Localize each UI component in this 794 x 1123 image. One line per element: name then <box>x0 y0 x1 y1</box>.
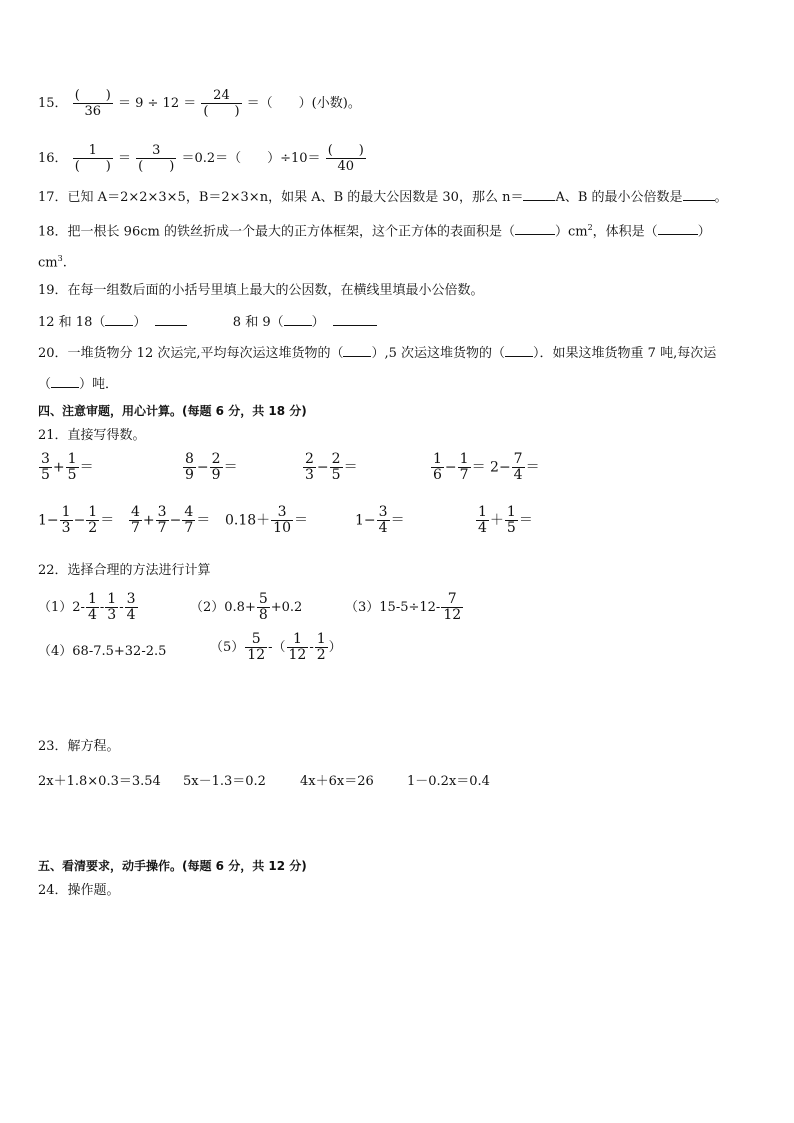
fraction <box>73 88 113 119</box>
problem-label: （2）0.8+ <box>190 600 256 615</box>
problem-label: （5） <box>210 640 245 655</box>
calc-item <box>182 452 238 483</box>
question-16 <box>38 143 367 174</box>
calc-item <box>38 505 114 536</box>
question-text: ） <box>697 224 711 240</box>
numerator: 3 <box>41 451 50 467</box>
numerator: 1 <box>61 504 71 520</box>
expression-prefix: 0.18＋ <box>225 512 271 529</box>
fraction <box>326 143 366 174</box>
group-text: 12 和 18（ <box>38 315 106 330</box>
equals-sign: ＝ <box>196 512 211 529</box>
denominator: 4 <box>478 520 487 536</box>
numerator: 1 <box>287 632 309 648</box>
question-text: ）,5 次运这堆货物的（ <box>371 346 506 361</box>
answer-blank[interactable] <box>333 314 377 326</box>
calc-item <box>225 505 308 536</box>
question-text: ）吨． <box>79 377 119 392</box>
numerator: 1 <box>88 504 98 520</box>
question-21-title: 21．直接写得数。 <box>38 428 146 443</box>
question-17 <box>38 189 728 206</box>
denominator: 4 <box>87 607 97 623</box>
denominator: 7 <box>131 520 140 536</box>
denominator: 4 <box>378 520 388 536</box>
denominator: 8 <box>258 607 268 623</box>
equation-1: 2x＋1.8×0.3＝3.54 <box>38 774 161 789</box>
problem-label: （3）15-5÷12- <box>345 600 441 615</box>
numerator: 3 <box>126 591 136 607</box>
denominator: 9 <box>185 467 194 483</box>
superscript: 3 <box>57 254 63 263</box>
numerator: 1 <box>107 591 117 607</box>
calc-problem-5 <box>210 632 342 663</box>
operator: − <box>316 459 329 476</box>
group-text: 8 和 9（ <box>232 315 284 330</box>
numerator: 2 <box>331 451 341 467</box>
denominator: 12 <box>443 607 462 623</box>
numerator: 1 <box>87 591 97 607</box>
operator: − <box>444 459 457 476</box>
group-text: ） <box>311 315 325 330</box>
numerator: 3 <box>157 504 167 520</box>
numerator: 4 <box>131 504 140 520</box>
numerator: 24 <box>201 88 241 104</box>
denominator: 3 <box>61 520 71 536</box>
answer-blank[interactable] <box>505 345 533 357</box>
section-5-heading: 五、看清要求，动手操作。(每题 6 分，共 12 分) <box>38 859 307 873</box>
answer-blank[interactable] <box>343 345 371 357</box>
expression-prefix: 2− <box>490 459 511 476</box>
problem-label: （4）68-7.5+32-2.5 <box>38 644 167 659</box>
calc-item <box>302 452 358 483</box>
operator: - <box>309 640 314 655</box>
question-20-line2 <box>38 376 118 393</box>
denominator: 2 <box>316 647 326 663</box>
numerator: ( ) <box>74 88 111 103</box>
equals-sign: ＝ <box>343 459 358 476</box>
denominator: 6 <box>433 467 442 483</box>
question-text: 17．已知 A＝2×2×3×5，B＝2×3×n，如果 A、B 的最大公因数是 30，那么 n＝ <box>38 190 524 205</box>
question-18 <box>38 220 711 240</box>
operator: − <box>169 512 182 529</box>
operator: - <box>99 600 105 615</box>
denominator: 7 <box>459 467 469 483</box>
question-text: 。 <box>714 190 728 205</box>
answer-blank[interactable] <box>658 223 698 235</box>
answer-blank[interactable] <box>155 314 187 326</box>
equals-sign: ＝ <box>390 512 405 529</box>
denominator: 3 <box>107 607 117 623</box>
denominator: 4 <box>513 467 523 483</box>
operator: + <box>142 512 155 529</box>
numerator: 2 <box>211 451 221 467</box>
numerator: 1 <box>459 451 469 467</box>
answer-blank[interactable] <box>515 223 555 235</box>
denominator: 12 <box>247 647 266 663</box>
question-19 <box>38 283 484 299</box>
denominator: 7 <box>184 520 194 536</box>
numerator: 2 <box>305 451 314 467</box>
numerator: 7 <box>441 592 463 608</box>
numerator: 1 <box>478 504 487 520</box>
equation-tail: ＝（ ）(小数)。 <box>246 96 361 111</box>
denominator: 5 <box>41 467 50 483</box>
calc-problem-4 <box>38 640 166 659</box>
question-15 <box>38 88 361 119</box>
numerator: 3 <box>271 505 293 521</box>
calc-problem-2 <box>190 592 302 623</box>
unit-text: cm <box>38 255 58 271</box>
question-text: 18．把一根长 96cm 的铁丝折成一个最大的正方体框架，这个正方体的表面积是（ <box>38 224 515 240</box>
operator: ＋ <box>489 512 504 529</box>
equation-text: ＝0.2＝（ ）÷10＝ <box>181 151 321 166</box>
question-text: A、B 的最小公倍数是 <box>555 190 683 205</box>
equation-3: 4x＋6x＝26 <box>300 774 374 789</box>
denominator: 4 <box>126 607 136 623</box>
denominator: 36 <box>84 104 102 119</box>
operator: − <box>196 459 209 476</box>
answer-blank[interactable] <box>683 189 715 201</box>
denominator: 5 <box>67 467 77 483</box>
denominator: 12 <box>288 647 307 663</box>
numerator: ( ) <box>327 143 364 158</box>
fraction <box>136 143 176 174</box>
question-23-title: 23．解方程。 <box>38 739 120 754</box>
expression-tail: +0.2 <box>270 600 303 615</box>
equation-2: 5x－1.3＝0.2 <box>183 774 266 789</box>
denominator: 5 <box>506 520 516 536</box>
equals-sign: ＝ <box>79 459 94 476</box>
question-text: 19．在每一组数后面的小括号里填上最大的公因数，在横线里填最小公倍数。 <box>38 283 484 298</box>
section-4-heading: 四、注意审题，用心计算。(每题 6 分，共 18 分) <box>38 404 307 418</box>
answer-blank[interactable] <box>523 189 555 201</box>
equals-sign: ＝ <box>223 459 238 476</box>
equals-sign: ＝ <box>117 151 131 166</box>
fraction <box>201 88 241 119</box>
question-22-title: 22．选择合理的方法进行计算 <box>38 563 211 578</box>
question-text: ）．如果这堆货物重 7 吨,每次运 <box>533 346 717 361</box>
numerator: 1 <box>67 451 77 467</box>
calc-problem-3 <box>345 592 464 623</box>
calc-item <box>475 505 533 536</box>
numerator: 3 <box>378 504 388 520</box>
question-18-line2 <box>38 251 67 271</box>
denominator: ( ) <box>74 159 111 174</box>
numerator: 5 <box>245 632 267 648</box>
calc-item <box>355 505 405 536</box>
problem-label: （1）2- <box>38 600 85 615</box>
denominator: 5 <box>331 467 341 483</box>
operator: -（ <box>268 640 286 655</box>
question-text: ）cm <box>554 224 588 240</box>
numerator: 1 <box>506 504 516 520</box>
answer-blank[interactable] <box>51 376 79 388</box>
denominator: 7 <box>157 520 167 536</box>
answer-blank[interactable] <box>284 314 312 326</box>
expression-prefix: 1− <box>38 512 59 529</box>
numerator: 8 <box>185 451 194 467</box>
equals-sign: ＝ <box>471 459 486 476</box>
calc-item <box>430 452 540 483</box>
equals-sign: ＝ <box>100 512 115 529</box>
equals-sign: ＝ <box>525 459 540 476</box>
equation-text: ＝ 9 ÷ 12 ＝ <box>117 96 197 111</box>
superscript: 2 <box>587 223 593 232</box>
numerator: 1 <box>316 631 326 647</box>
numerator: 1 <box>433 451 442 467</box>
question-text: 20．一堆货物分 12 次运完,平均每次运这堆货物的（ <box>38 346 344 361</box>
question-number: 16． <box>38 151 68 166</box>
question-text: ，体积是（ <box>592 224 658 240</box>
calc-item <box>128 505 210 536</box>
group-text: ） <box>133 315 147 330</box>
calc-item <box>38 452 94 483</box>
denominator: 10 <box>273 520 291 536</box>
denominator: 9 <box>211 467 221 483</box>
answer-blank[interactable] <box>105 314 133 326</box>
denominator: ( ) <box>203 104 240 119</box>
expression-tail: ） <box>328 640 342 655</box>
numerator: 7 <box>513 451 523 467</box>
equation-4: 1－0.2x＝0.4 <box>407 774 490 789</box>
question-text: （ <box>38 377 52 392</box>
operator: + <box>52 459 65 476</box>
calc-problem-1 <box>38 592 139 623</box>
numerator: 1 <box>73 143 113 159</box>
operator: - <box>119 600 124 615</box>
equals-sign: ＝ <box>294 512 308 529</box>
fraction <box>73 143 113 174</box>
question-20 <box>38 345 716 362</box>
expression-prefix: 1− <box>355 512 376 529</box>
numerator: 3 <box>136 143 176 159</box>
denominator: ( ) <box>138 159 175 174</box>
equals-sign: ＝ <box>518 512 533 529</box>
denominator: 2 <box>88 520 98 536</box>
operator: − <box>73 512 86 529</box>
denominator: 40 <box>337 159 355 174</box>
punctuation: . <box>62 255 67 271</box>
question-19-groups <box>38 314 377 331</box>
question-number: 15． <box>38 96 68 111</box>
question-24: 24．操作题。 <box>38 883 120 898</box>
numerator: 5 <box>258 591 268 607</box>
numerator: 4 <box>184 504 194 520</box>
denominator: 3 <box>305 467 314 483</box>
